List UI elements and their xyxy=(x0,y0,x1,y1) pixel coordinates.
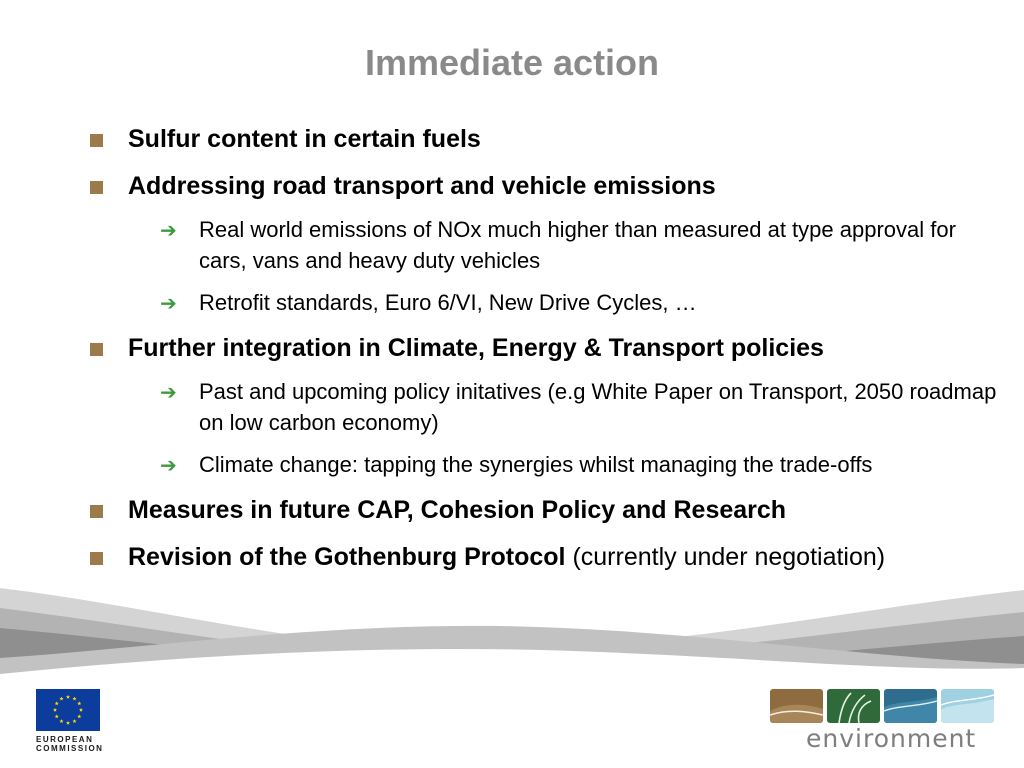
sub-bullet-item xyxy=(90,376,1000,438)
square-bullet-icon xyxy=(90,552,103,565)
eu-logo-line1: EUROPEAN xyxy=(36,735,94,744)
square-bullet-icon xyxy=(90,505,103,518)
bullet-text: Further integration in Climate, Energy & Transport policies xyxy=(128,334,824,362)
square-bullet-icon xyxy=(90,181,103,194)
sub-bullet-text: Retrofit standards, Euro 6/VI, New Drive Cycles, … xyxy=(199,290,697,315)
sub-bullet-item xyxy=(90,287,1000,318)
square-bullet-icon xyxy=(90,134,103,147)
sub-bullet-text: Climate change: tapping the synergies whilst managing the trade-offs xyxy=(199,452,873,477)
arrow-right-icon: ➔ xyxy=(160,380,177,404)
bullet-text-note: (currently under negotiation) xyxy=(565,543,886,571)
square-bullet-icon xyxy=(90,343,103,356)
sub-bullet-item xyxy=(90,449,1000,480)
bullet-text: Revision of the Gothenburg Protocol xyxy=(128,543,566,571)
water-tile-icon xyxy=(884,689,937,723)
eu-logo-line2: COMMISSION xyxy=(36,744,104,753)
bullet-item-sulfur xyxy=(90,122,1000,156)
arrow-right-icon: ➔ xyxy=(160,453,177,477)
bullet-item-cap xyxy=(90,493,1000,527)
bullet-text: Addressing road transport and vehicle emissions xyxy=(128,172,716,200)
environment-logo-tiles xyxy=(770,689,1000,723)
environment-logo-word: environment xyxy=(806,724,977,753)
bullet-item-road-transport xyxy=(90,169,1000,203)
plant-tile-icon xyxy=(827,689,880,723)
earth-tile-icon xyxy=(770,689,823,723)
slide-title: Immediate action xyxy=(364,42,660,83)
arrow-right-icon: ➔ xyxy=(160,291,177,315)
bullet-item-gothenburg xyxy=(90,540,1000,574)
sub-bullet-item xyxy=(90,214,1000,276)
bullet-list xyxy=(90,122,1000,574)
eu-logo-text xyxy=(36,735,103,753)
eu-flag-icon xyxy=(36,689,100,731)
decorative-waves xyxy=(0,580,1024,680)
bullet-text: Sulfur content in certain fuels xyxy=(128,125,481,153)
arrow-right-icon: ➔ xyxy=(160,218,177,242)
bullet-text: Measures in future CAP, Cohesion Policy and Research xyxy=(128,496,787,524)
sub-bullet-text: Real world emissions of NOx much higher than measured at type approval for cars, vans and heavy duty vehicles xyxy=(199,217,956,273)
sub-bullet-text: Past and upcoming policy initatives (e.g White Paper on Transport, 2050 roadmap on low carbon economy) xyxy=(199,379,997,435)
environment-logo xyxy=(770,689,1000,753)
european-commission-logo xyxy=(36,689,103,753)
bullet-item-integration xyxy=(90,331,1000,365)
air-tile-icon xyxy=(941,689,994,723)
